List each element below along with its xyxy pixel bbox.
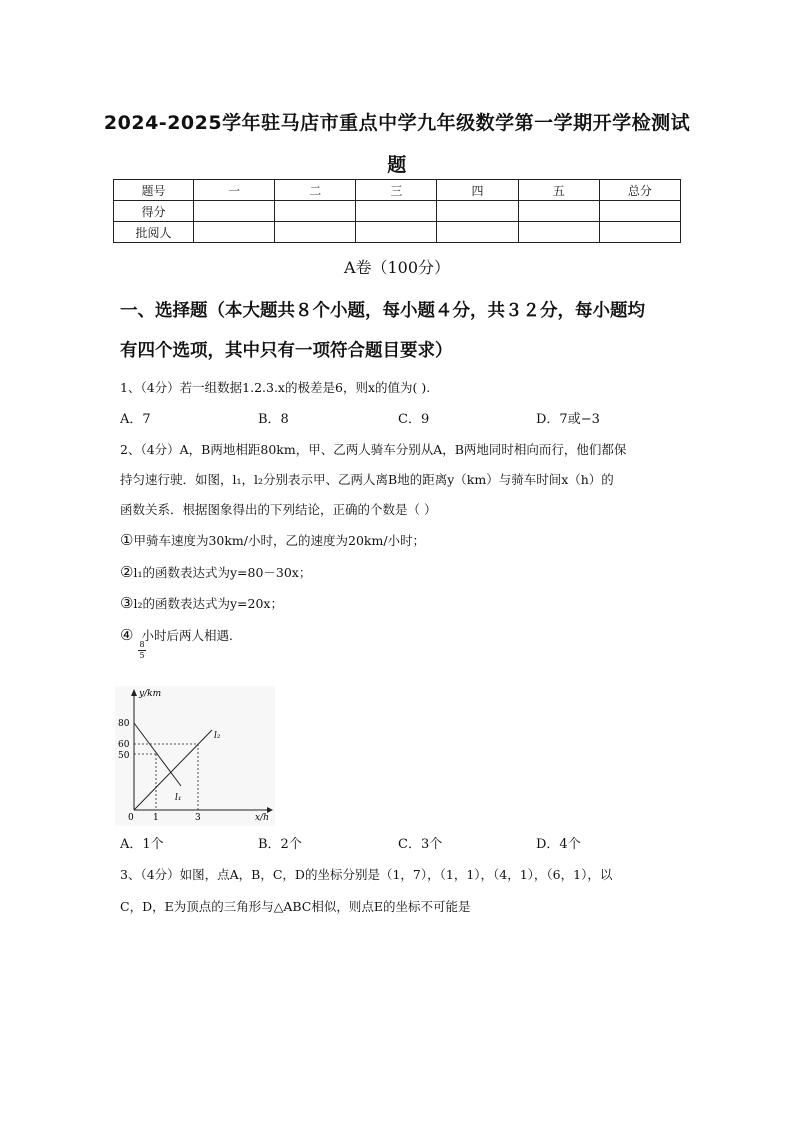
question-2-stem-line3: 函数关系．根据图象得出的下列结论，正确的个数是（ ） (120, 502, 437, 517)
section-heading-continued: 有四个选项，其中只有一项符合题目要求） (120, 341, 453, 361)
fraction-eight-fifths (137, 640, 147, 661)
statement-number: ④ (120, 626, 134, 644)
score-cell (194, 201, 275, 222)
statement-number: ③ (120, 594, 134, 612)
line-l1-label: l₁ (175, 793, 182, 803)
question-3-stem-line1: 3、（4分）如图，点A，B，C，D的坐标分别是（1，7），（1，1），（4，1），（6，1），以 (120, 867, 613, 882)
q1-option-d: D．7或−3 (536, 412, 600, 427)
x-tick-label: 1 (153, 813, 159, 823)
question-2-stem-line1: 2、（4分）A，B两地相距80km，甲、乙两人骑车分别从A，B两地同时相向而行，他们都保 (120, 442, 627, 457)
section-heading: 一、选择题（本大题共８个小题，每小题４分，共３２分，每小题均 (120, 301, 645, 321)
score-table-header-row (114, 180, 681, 201)
q2-option-c: C．3个 (398, 837, 443, 852)
q1-option-a: A．7 (120, 412, 151, 427)
document-title-continued: 题 (387, 154, 407, 176)
q2-statement-3 (120, 594, 283, 612)
statement-number: ② (120, 563, 134, 581)
score-header-cell: 二 (275, 180, 356, 201)
score-table-row (114, 201, 681, 222)
score-header-cell: 一 (194, 180, 275, 201)
score-cell (356, 222, 437, 243)
q2-option-b: B．2个 (258, 837, 302, 852)
score-table (113, 179, 681, 243)
score-cell (437, 201, 518, 222)
statement-text: 小时后两人相遇. (141, 628, 233, 643)
statement-text: l₂的函数表达式为y=20x； (133, 596, 283, 611)
score-row-label: 批阅人 (114, 222, 194, 243)
document-title: 2024-2025学年驻马店市重点中学九年级数学第一学期开学检测试 (103, 112, 691, 134)
score-cell (356, 201, 437, 222)
q1-option-c: C．9 (398, 412, 430, 427)
score-table-row (114, 222, 681, 243)
x-tick-label: 0 (128, 813, 134, 823)
score-cell (599, 222, 680, 243)
score-cell (518, 201, 599, 222)
score-cell (599, 201, 680, 222)
y-tick-label: 60 (118, 740, 130, 750)
distance-time-graph (115, 686, 275, 826)
statement-text: l₁的函数表达式为y=80－30x； (133, 565, 312, 580)
score-cell (194, 222, 275, 243)
x-tick-label: 3 (195, 813, 201, 823)
score-header-cell: 五 (518, 180, 599, 201)
y-tick-label: 80 (118, 719, 130, 729)
score-header-cell: 总分 (599, 180, 680, 201)
q2-statement-1 (120, 531, 425, 549)
statement-number: ① (120, 531, 134, 549)
score-header-cell: 三 (356, 180, 437, 201)
score-header-cell: 四 (437, 180, 518, 201)
statement-text: 甲骑车速度为30km/小时，乙的速度为20km/小时； (133, 533, 426, 548)
x-axis-label: x/h (255, 813, 269, 823)
score-cell (275, 222, 356, 243)
q2-statement-2 (120, 563, 311, 581)
line-l2-label: l₂ (214, 731, 221, 741)
q1-option-b: B．8 (258, 412, 289, 427)
y-axis-label: y/km (139, 689, 162, 699)
question-2-stem-line2: 持匀速行驶．如图，l₁，l₂分别表示甲、乙两人离B地的距离y（km）与骑车时间x（h）的 (120, 472, 614, 487)
score-cell (518, 222, 599, 243)
fraction-denominator: 5 (139, 651, 145, 660)
score-cell (437, 222, 518, 243)
score-cell (275, 201, 356, 222)
q2-option-d: D．4个 (536, 837, 581, 852)
q2-option-a: A．1个 (120, 837, 164, 852)
score-header-cell: 题号 (114, 180, 194, 201)
fraction-numerator: 8 (139, 640, 145, 649)
question-1-stem: 1、（4分）若一组数据1.2.3.x的极差是6，则x的值为( ). (120, 380, 431, 395)
score-row-label: 得分 (114, 201, 194, 222)
volume-heading: A卷（100分） (343, 258, 451, 277)
y-tick-label: 50 (118, 751, 130, 761)
question-3-stem-line2: C，D，E为顶点的三角形与△ABC相似，则点E的坐标不可能是 (120, 899, 471, 914)
